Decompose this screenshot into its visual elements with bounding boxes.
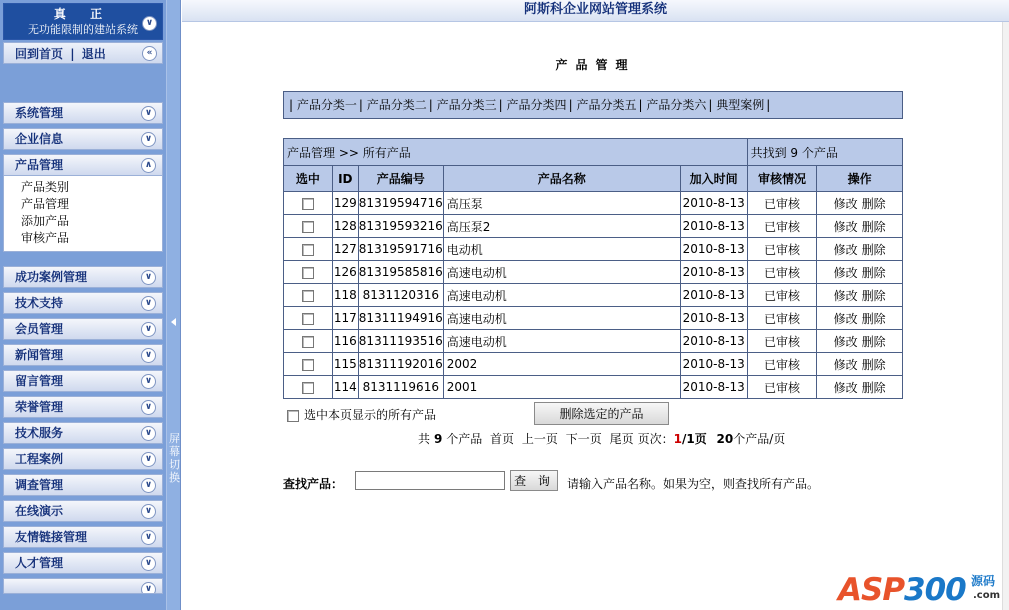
pager-prev[interactable]: 上一页 bbox=[521, 432, 558, 446]
chevron-down-icon: ∨ bbox=[141, 426, 156, 441]
delete-selected-button[interactable]: 删除选定的产品 bbox=[534, 402, 669, 425]
menu-tech-service[interactable] bbox=[3, 422, 163, 444]
col-name: 产品名称 bbox=[443, 166, 680, 192]
chevron-down-icon: ∨ bbox=[141, 504, 156, 519]
select-all-checkbox[interactable] bbox=[287, 410, 299, 422]
pager-page-prefix: 页次： bbox=[637, 432, 674, 446]
edit-link[interactable]: 修改 bbox=[833, 265, 858, 280]
product-submenu bbox=[3, 176, 163, 252]
menu-talent[interactable] bbox=[3, 552, 163, 574]
row-code: 81319593216 bbox=[358, 215, 443, 238]
menu-label: 荣誉管理 bbox=[15, 400, 64, 414]
breadcrumb: 产品管理 >> 所有产品 bbox=[284, 139, 748, 166]
chevron-up-icon: ∧ bbox=[141, 158, 156, 173]
edit-link[interactable]: 修改 bbox=[833, 311, 858, 326]
chevron-down-icon: ∨ bbox=[141, 478, 156, 493]
row-name: 高压泵 bbox=[443, 192, 680, 215]
menu-label: 调查管理 bbox=[15, 478, 64, 492]
sidebar-header bbox=[3, 3, 163, 40]
col-date: 加入时间 bbox=[680, 166, 747, 192]
menu-label: 产品管理 bbox=[15, 158, 64, 172]
sidebar-header-subtitle: 无功能限制的建站系统 bbox=[28, 23, 138, 36]
row-checkbox[interactable] bbox=[302, 221, 314, 233]
row-name: 高压泵2 bbox=[443, 215, 680, 238]
col-id: ID bbox=[332, 166, 358, 192]
sidebar-menu-bottom bbox=[3, 266, 163, 598]
row-code: 81319591716 bbox=[358, 238, 443, 261]
row-status: 已审核 bbox=[747, 284, 817, 307]
separator: | bbox=[638, 98, 643, 112]
edit-link[interactable]: 修改 bbox=[833, 288, 858, 303]
category-link[interactable]: 产品分类四 bbox=[506, 98, 567, 112]
row-actions bbox=[817, 215, 903, 238]
row-code: 81311192016 bbox=[358, 353, 443, 376]
category-link[interactable]: 产品分类五 bbox=[576, 98, 637, 112]
menu-label: 工程案例 bbox=[15, 452, 64, 466]
pager-page-total: /1页 bbox=[681, 432, 707, 446]
row-name: 高速电动机 bbox=[443, 330, 680, 353]
select-all-row bbox=[287, 407, 436, 423]
separator: | bbox=[70, 47, 75, 61]
screen-switch-bar[interactable] bbox=[166, 0, 181, 610]
pager-total: 9 bbox=[434, 432, 443, 446]
table-row bbox=[284, 261, 903, 284]
menu-label: 人才管理 bbox=[15, 556, 64, 570]
menu-label: 技术服务 bbox=[15, 426, 64, 440]
table-body bbox=[284, 192, 903, 399]
delete-link[interactable]: 删除 bbox=[861, 219, 886, 234]
menu-label: 会员管理 bbox=[15, 322, 64, 336]
row-id: 127 bbox=[332, 238, 358, 261]
edit-link[interactable]: 修改 bbox=[833, 357, 858, 372]
row-code: 8131120316 bbox=[358, 284, 443, 307]
separator: | bbox=[498, 98, 503, 112]
result-count: 共找到 9 个产品 bbox=[747, 139, 902, 166]
collapse-arrow-icon[interactable] bbox=[171, 318, 176, 326]
edit-link[interactable]: 修改 bbox=[833, 242, 858, 257]
table-row bbox=[284, 307, 903, 330]
row-id: 117 bbox=[332, 307, 358, 330]
row-actions bbox=[817, 353, 903, 376]
menu-label: 留言管理 bbox=[15, 374, 64, 388]
search-button[interactable]: 查 询 bbox=[510, 470, 558, 491]
row-code: 81319585816 bbox=[358, 261, 443, 284]
category-link[interactable]: 产品分类二 bbox=[366, 98, 427, 112]
row-checkbox[interactable] bbox=[302, 382, 314, 394]
row-date: 2010-8-13 bbox=[680, 353, 747, 376]
row-code: 81311194916 bbox=[358, 307, 443, 330]
row-id: 129 bbox=[332, 192, 358, 215]
row-select-cell bbox=[284, 261, 333, 284]
row-checkbox[interactable] bbox=[302, 359, 314, 371]
menu-links[interactable] bbox=[3, 526, 163, 548]
edit-link[interactable]: 修改 bbox=[833, 219, 858, 234]
row-actions bbox=[817, 284, 903, 307]
row-actions bbox=[817, 307, 903, 330]
row-id: 128 bbox=[332, 215, 358, 238]
row-status: 已审核 bbox=[747, 330, 817, 353]
separator: | bbox=[428, 98, 433, 112]
menu-label: 系统管理 bbox=[15, 106, 64, 120]
chevron-down-icon: ∨ bbox=[141, 530, 156, 545]
chevron-down-icon: ∨ bbox=[141, 452, 156, 467]
row-date: 2010-8-13 bbox=[680, 192, 747, 215]
col-code: 产品编号 bbox=[358, 166, 443, 192]
row-status: 已审核 bbox=[747, 215, 817, 238]
separator: | bbox=[568, 98, 573, 112]
row-status: 已审核 bbox=[747, 192, 817, 215]
row-checkbox[interactable] bbox=[302, 336, 314, 348]
row-select-cell bbox=[284, 192, 333, 215]
chevron-down-icon: ∨ bbox=[141, 400, 156, 415]
row-select-cell bbox=[284, 284, 333, 307]
edit-link[interactable]: 修改 bbox=[833, 380, 858, 395]
row-id: 118 bbox=[332, 284, 358, 307]
sidebar bbox=[0, 0, 166, 610]
row-checkbox[interactable] bbox=[302, 244, 314, 256]
pager-per-page: 20 bbox=[716, 432, 734, 446]
chevron-down-icon: ∨ bbox=[141, 132, 156, 147]
table-row bbox=[284, 353, 903, 376]
col-select: 选中 bbox=[284, 166, 333, 192]
table-row bbox=[284, 192, 903, 215]
row-select-cell bbox=[284, 376, 333, 399]
pager-next[interactable]: 下一页 bbox=[565, 432, 602, 446]
separator: | bbox=[289, 98, 294, 112]
chevron-down-icon: ∨ bbox=[141, 270, 156, 285]
chevron-down-icon[interactable]: ∨ bbox=[142, 16, 157, 31]
menu-projects[interactable] bbox=[3, 448, 163, 470]
row-date: 2010-8-13 bbox=[680, 307, 747, 330]
row-checkbox[interactable] bbox=[302, 290, 314, 302]
logout-link[interactable]: 退出 bbox=[81, 47, 106, 61]
category-link[interactable]: 产品分类六 bbox=[646, 98, 707, 112]
menu-label: 技术支持 bbox=[15, 296, 64, 310]
menu-label: 新闻管理 bbox=[15, 348, 64, 362]
row-select-cell bbox=[284, 330, 333, 353]
chevron-down-icon: ∨ bbox=[141, 106, 156, 121]
menu-news[interactable] bbox=[3, 344, 163, 366]
sidebar-header-title: 真 正 bbox=[53, 7, 113, 21]
col-status: 审核情况 bbox=[747, 166, 817, 192]
home-link[interactable]: 回到首页 bbox=[15, 47, 64, 61]
row-name: 2001 bbox=[443, 376, 680, 399]
search-input[interactable] bbox=[355, 471, 505, 490]
row-checkbox[interactable] bbox=[302, 313, 314, 325]
delete-link[interactable]: 删除 bbox=[861, 357, 886, 372]
pager-last[interactable]: 尾页 bbox=[609, 432, 634, 446]
row-code: 81319594716 bbox=[358, 192, 443, 215]
logo-text-b: 300 bbox=[904, 572, 966, 608]
asp300-watermark-logo bbox=[838, 568, 1006, 608]
delete-link[interactable]: 删除 bbox=[861, 380, 886, 395]
category-link[interactable]: 产品分类一 bbox=[296, 98, 357, 112]
row-actions bbox=[817, 330, 903, 353]
pager-total-prefix: 共 bbox=[418, 432, 431, 446]
app-title-bar bbox=[182, 0, 1009, 22]
row-status: 已审核 bbox=[747, 353, 817, 376]
category-link[interactable]: 典型案例 bbox=[716, 98, 765, 112]
row-date: 2010-8-13 bbox=[680, 238, 747, 261]
chevron-down-icon: ∨ bbox=[141, 582, 156, 594]
logo-sub: 源码 bbox=[971, 574, 996, 588]
select-all-label[interactable]: 选中本页显示的所有产品 bbox=[304, 408, 437, 422]
row-id: 115 bbox=[332, 353, 358, 376]
col-actions: 操作 bbox=[817, 166, 903, 192]
row-select-cell bbox=[284, 215, 333, 238]
search-label: 查找产品： bbox=[283, 477, 344, 491]
row-name: 电动机 bbox=[443, 238, 680, 261]
row-checkbox[interactable] bbox=[302, 267, 314, 279]
row-name: 高速电动机 bbox=[443, 261, 680, 284]
row-date: 2010-8-13 bbox=[680, 330, 747, 353]
row-date: 2010-8-13 bbox=[680, 376, 747, 399]
row-id: 114 bbox=[332, 376, 358, 399]
row-status: 已审核 bbox=[747, 307, 817, 330]
chevron-down-icon: ∨ bbox=[141, 348, 156, 363]
menu-honors[interactable] bbox=[3, 396, 163, 418]
category-bar bbox=[283, 91, 903, 119]
row-actions bbox=[817, 192, 903, 215]
table-info-row bbox=[284, 139, 903, 166]
edit-link[interactable]: 修改 bbox=[833, 196, 858, 211]
pager-per-page-suffix: 个产品/页 bbox=[733, 432, 786, 446]
chevron-down-icon: ∨ bbox=[141, 374, 156, 389]
chevron-left-icon[interactable]: « bbox=[142, 46, 157, 61]
menu-cases[interactable] bbox=[3, 266, 163, 288]
submenu-add-product[interactable]: 添加产品 bbox=[21, 214, 70, 228]
row-select-cell bbox=[284, 353, 333, 376]
menu-tech-support[interactable] bbox=[3, 292, 163, 314]
category-link[interactable]: 产品分类三 bbox=[436, 98, 497, 112]
row-actions bbox=[817, 376, 903, 399]
logo-text bbox=[838, 572, 966, 608]
row-date: 2010-8-13 bbox=[680, 284, 747, 307]
logo-domain: .com bbox=[973, 590, 1001, 601]
row-code: 81311193516 bbox=[358, 330, 443, 353]
screen-switch-label[interactable]: 屏 幕 切 换 bbox=[169, 432, 180, 484]
row-id: 126 bbox=[332, 261, 358, 284]
row-name: 2002 bbox=[443, 353, 680, 376]
chevron-down-icon: ∨ bbox=[141, 296, 156, 311]
search-hint: 请输入产品名称。如果为空，则查找所有产品。 bbox=[567, 477, 820, 491]
row-status: 已审核 bbox=[747, 238, 817, 261]
menu-item-partial[interactable] bbox=[3, 578, 163, 594]
delete-link[interactable]: 删除 bbox=[861, 242, 886, 257]
row-actions bbox=[817, 238, 903, 261]
menu-label: 友情链接管理 bbox=[15, 530, 88, 544]
vertical-scrollbar[interactable] bbox=[1002, 22, 1009, 610]
table-row bbox=[284, 376, 903, 399]
sidebar-home-row bbox=[3, 42, 163, 64]
menu-company-info[interactable] bbox=[3, 128, 163, 150]
delete-link[interactable]: 删除 bbox=[861, 311, 886, 326]
menu-product[interactable] bbox=[3, 154, 163, 176]
pager-first[interactable]: 首页 bbox=[490, 432, 515, 446]
delete-link[interactable]: 删除 bbox=[861, 196, 886, 211]
menu-members[interactable] bbox=[3, 318, 163, 340]
page-title: 产品管理 bbox=[555, 58, 636, 72]
menu-messages[interactable] bbox=[3, 370, 163, 392]
pager-total-suffix: 个产品 bbox=[446, 432, 483, 446]
submenu-review-product[interactable]: 审核产品 bbox=[21, 231, 70, 245]
row-date: 2010-8-13 bbox=[680, 215, 747, 238]
menu-label: 成功案例管理 bbox=[15, 270, 88, 284]
row-id: 116 bbox=[332, 330, 358, 353]
table-row bbox=[284, 284, 903, 307]
row-status: 已审核 bbox=[747, 376, 817, 399]
submenu-product-manage[interactable]: 产品管理 bbox=[21, 197, 70, 211]
row-select-cell bbox=[284, 238, 333, 261]
menu-system[interactable] bbox=[3, 102, 163, 124]
submenu-product-category[interactable]: 产品类别 bbox=[21, 180, 70, 194]
row-name: 高速电动机 bbox=[443, 307, 680, 330]
logo-text-a: ASP bbox=[838, 572, 905, 608]
table-row bbox=[284, 330, 903, 353]
pager-current: 1 bbox=[673, 432, 682, 446]
delete-link[interactable]: 删除 bbox=[861, 288, 886, 303]
pager bbox=[418, 432, 789, 446]
menu-surveys[interactable] bbox=[3, 474, 163, 496]
menu-label: 在线演示 bbox=[15, 504, 64, 518]
separator: | bbox=[766, 98, 771, 112]
edit-link[interactable]: 修改 bbox=[833, 334, 858, 349]
product-table bbox=[283, 138, 903, 399]
row-checkbox[interactable] bbox=[302, 198, 314, 210]
menu-label: 企业信息 bbox=[15, 132, 64, 146]
row-code: 8131119616 bbox=[358, 376, 443, 399]
separator: | bbox=[358, 98, 363, 112]
row-name: 高速电动机 bbox=[443, 284, 680, 307]
delete-link[interactable]: 删除 bbox=[861, 265, 886, 280]
chevron-down-icon: ∨ bbox=[141, 556, 156, 571]
separator: | bbox=[708, 98, 713, 112]
app-title: 阿斯科企业网站管理系统 bbox=[523, 2, 667, 17]
row-select-cell bbox=[284, 307, 333, 330]
menu-online-demo[interactable] bbox=[3, 500, 163, 522]
chevron-down-icon: ∨ bbox=[141, 322, 156, 337]
table-row bbox=[284, 238, 903, 261]
table-header-row bbox=[284, 166, 903, 192]
sidebar-menu-top bbox=[3, 102, 163, 256]
row-date: 2010-8-13 bbox=[680, 261, 747, 284]
table-row bbox=[284, 215, 903, 238]
row-status: 已审核 bbox=[747, 261, 817, 284]
row-actions bbox=[817, 261, 903, 284]
delete-link[interactable]: 删除 bbox=[861, 334, 886, 349]
